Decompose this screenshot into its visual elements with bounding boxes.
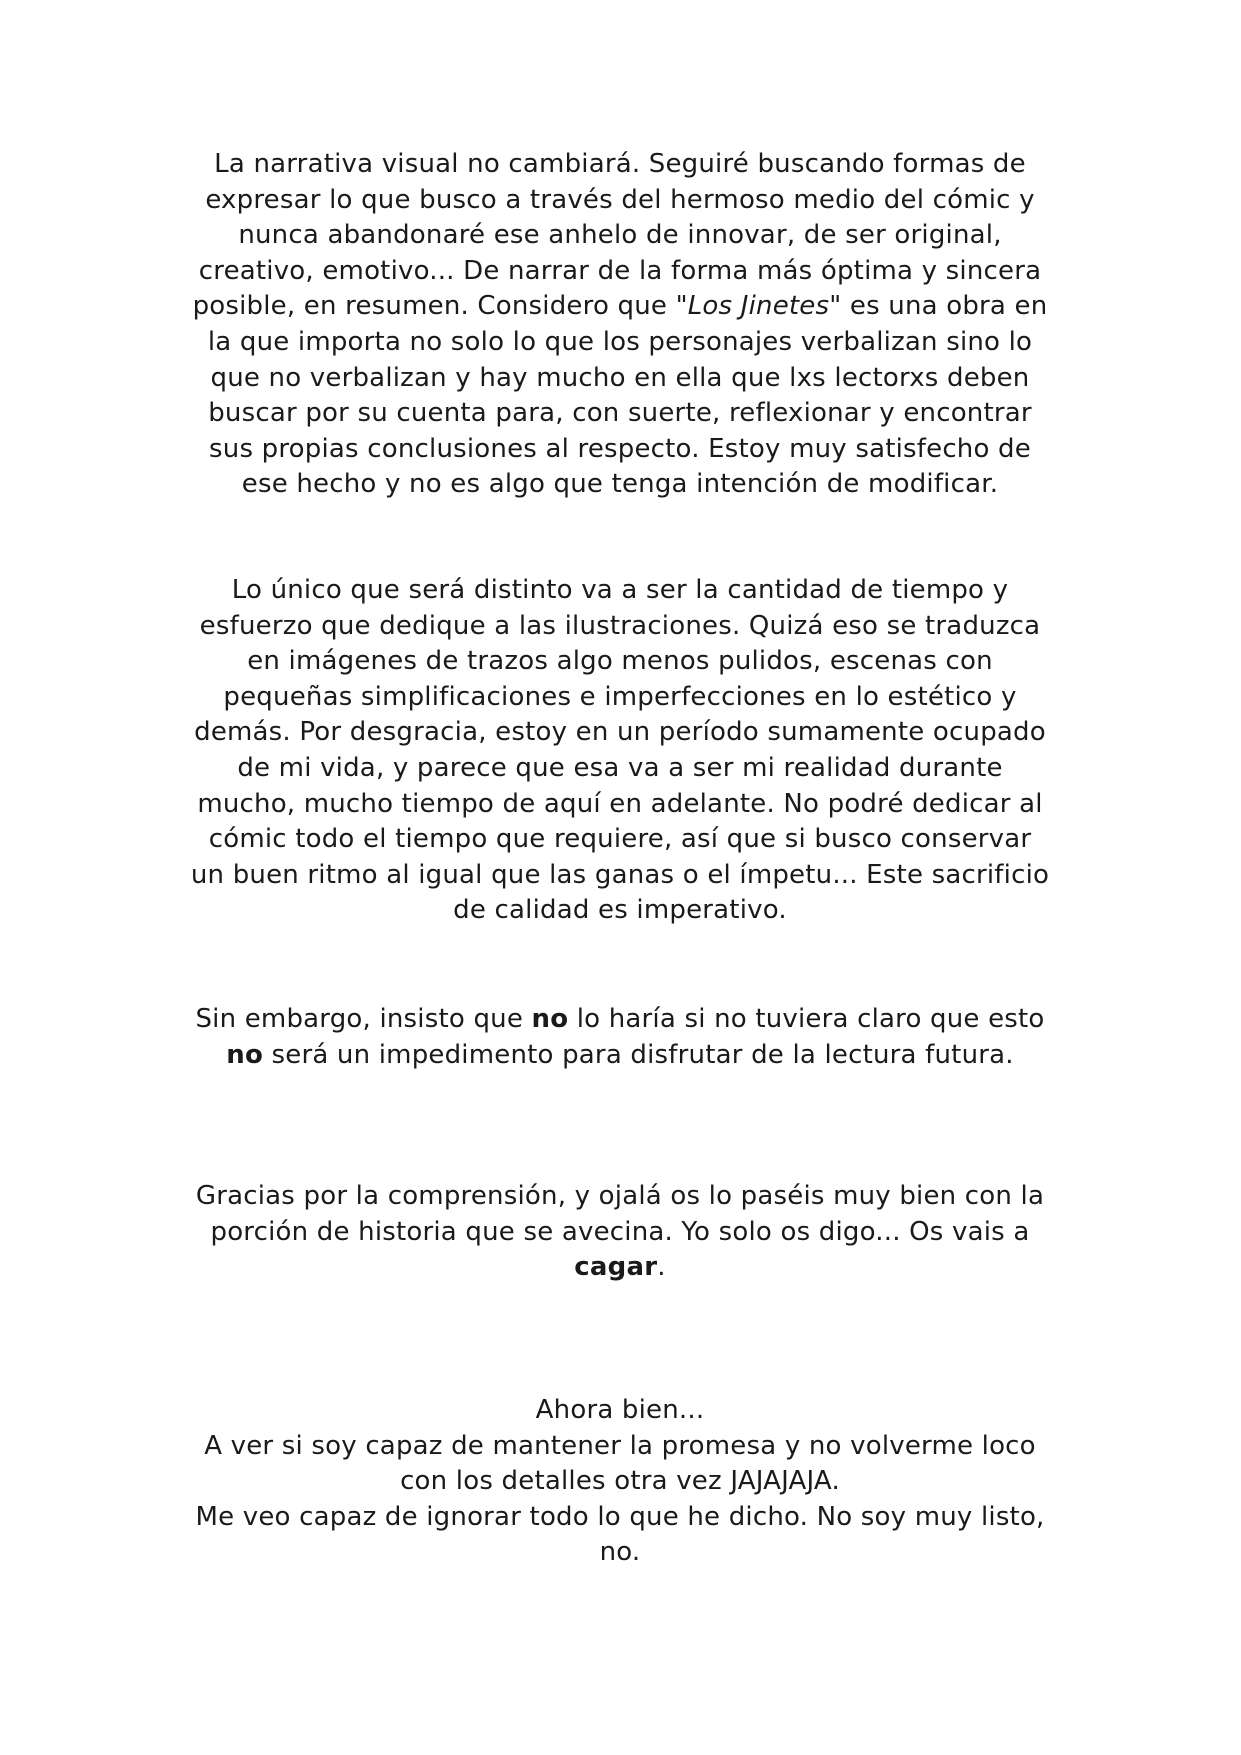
text-segment: Sin embargo, insisto que	[195, 1004, 532, 1034]
text-line: creativo, emotivo... De narrar de la forma más óptima y sincera	[198, 255, 1042, 286]
text-line: un buen ritmo al igual que las ganas o el ímpetu... Este sacrificio	[190, 859, 1050, 890]
text-segment: es una obra en	[841, 291, 1048, 322]
text-line	[170, 1250, 1070, 1286]
text-line: mucho, mucho tiempo de aquí en adelante. No podré dedicar al	[197, 788, 1043, 819]
text-segment: .	[657, 1252, 666, 1283]
text-line: demás. Por desgracia, estoy en un período sumamente ocupado	[194, 717, 1046, 748]
text-line: no.	[599, 1537, 641, 1568]
text-line	[170, 289, 1070, 325]
text-segment: será un impedimento para disfrutar de la lectura futura.	[263, 1039, 1014, 1070]
text-line	[170, 1002, 1070, 1038]
text-line: Gracias por la comprensión, y ojalá os lo paséis muy bien con la	[195, 1181, 1045, 1211]
text-segment: posible, en resumen. Considero que	[192, 291, 676, 322]
text-line: expresar lo que busco a través del hermoso medio del cómic y	[205, 184, 1035, 215]
emphasis-text: no	[531, 1004, 569, 1034]
text-line: buscar por su cuenta para, con suerte, reflexionar y encontrar	[208, 398, 1032, 429]
paragraph-illustrations	[170, 573, 1070, 929]
paragraph-reassurance	[170, 1002, 1070, 1073]
text-line: que no verbalizan y hay mucho en ella que lxs lectorxs deben	[210, 362, 1030, 393]
text-line: La narrativa visual no cambiará. Seguiré buscando formas de	[214, 149, 1026, 179]
text-line: Lo único que será distinto va a ser la cantidad de tiempo y	[231, 575, 1009, 605]
text-line: nunca abandonaré ese anhelo de innovar, de ser original,	[238, 220, 1002, 251]
text-line: con los detalles otra vez JAJAJAJA.	[400, 1466, 840, 1497]
text-line: de mi vida, y parece que esa va a ser mi realidad durante	[237, 752, 1003, 783]
text-line: Me veo capaz de ignorar todo lo que he dicho. No soy muy listo,	[195, 1501, 1045, 1532]
paragraph-narrative	[170, 147, 1070, 503]
text-line	[170, 1038, 1070, 1074]
emphasis-text: cagar	[574, 1252, 658, 1283]
text-line: Ahora bien...	[535, 1395, 705, 1425]
work-title: "Los Jinetes"	[675, 291, 842, 322]
text-segment: lo haría si no tuviera claro que esto	[568, 1004, 1045, 1034]
paragraph-thanks	[170, 1179, 1070, 1286]
text-line: A ver si soy capaz de mantener la promesa y no volverme loco	[204, 1430, 1036, 1461]
text-line: de calidad es imperativo.	[453, 895, 787, 926]
emphasis-text: no	[226, 1039, 264, 1070]
text-line: ese hecho y no es algo que tenga intención de modificar.	[241, 469, 999, 500]
paragraph-closing	[170, 1393, 1070, 1571]
text-line: esfuerzo que dedique a las ilustraciones. Quizá eso se traduzca	[199, 610, 1041, 641]
text-line: en imágenes de trazos algo menos pulidos, escenas con	[247, 646, 993, 677]
text-line: porción de historia que se avecina. Yo solo os digo... Os vais a	[210, 1216, 1030, 1247]
text-line: cómic todo el tiempo que requiere, así que si busco conservar	[208, 824, 1032, 855]
text-line: la que importa no solo lo que los personajes verbalizan sino lo	[207, 326, 1033, 357]
text-line: sus propias conclusiones al respecto. Estoy muy satisfecho de	[209, 433, 1031, 464]
text-line: pequeñas simplificaciones e imperfecciones en lo estético y	[223, 681, 1017, 712]
